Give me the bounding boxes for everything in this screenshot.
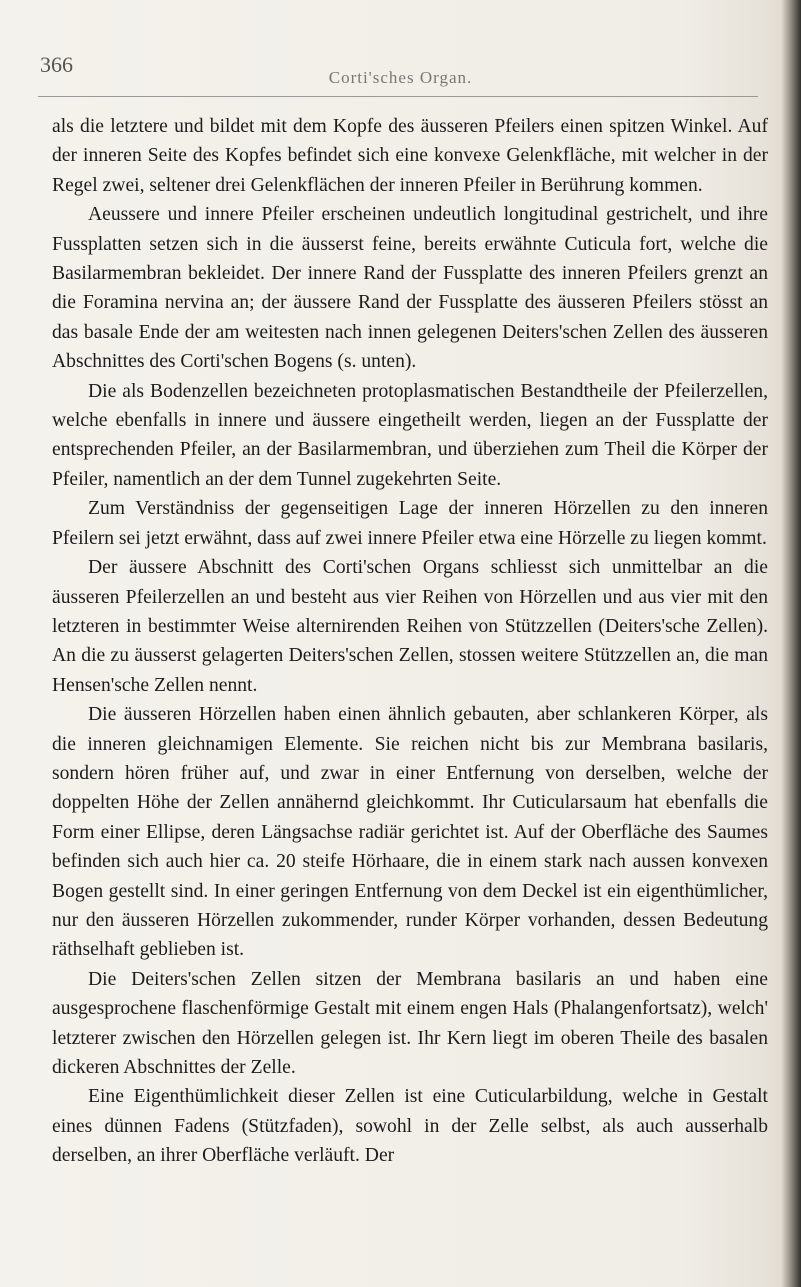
paragraph-7: Die Deiters'schen Zellen sitzen der Membrana basilaris an und haben eine ausgesprochene flaschenförmige Gestalt mit einem engen Hals (Phalangenfortsatz), welch' letzterer zwischen den Hörzellen gelegen ist. Ihr Kern liegt im oberen Theile des basalen dickeren Abschnittes der Zelle. — [52, 968, 768, 1078]
header-rule — [38, 96, 758, 97]
paragraph-5: Der äussere Abschnitt des Corti'schen Organs schliesst sich unmittelbar an die äusseren Pfeilerzellen an und besteht aus vier Reihen von Hörzellen und aus vier mit den letzteren in bestimmter Weise alternirenden Reihen von Stützzellen (Deiters'sche Zellen). An die zu äusserst gelagerten Deiters'schen Zellen, stossen weitere Stützzellen an, die man Hensen'sche Zellen nennt. — [52, 557, 768, 696]
paragraph-6: Die äusseren Hörzellen haben einen ähnlich gebauten, aber schlankeren Körper, als die inneren gleichnamigen Elemente. Sie reichen nicht bis zur Membrana basilaris, sondern hören früher auf, und zwar in einer Entfernung von derselben, welche der doppelten Höhe der Zellen annähernd gleichkommt. Ihr Cuticularsaum hat ebenfalls die Form einer Ellipse, deren Längsachse radiär gerichtet ist. Auf der Oberfläche des Saumes befinden sich auch hier ca. 20 steife Hörhaare, die in einem stark nach aussen konvexen Bogen gestellt sind. In einer geringen Entfernung von dem Deckel ist ein eigenthümlicher, nur den äusseren Hörzellen zukommender, runder Körper vorhanden, dessen Bedeutung räthselhaft geblieben ist. — [52, 704, 768, 961]
paragraph-8: Eine Eigenthümlichkeit dieser Zellen ist eine Cuticularbildung, welche in Gestalt eines dünnen Fadens (Stützfaden), sowohl in der Zelle selbst, als auch ausserhalb derselben, an ihrer Oberfläche verläuft. Der — [52, 1086, 768, 1167]
paragraph-4: Zum Verständniss der gegenseitigen Lage der inneren Hörzellen zu den inneren Pfeilern sei jetzt erwähnt, dass auf zwei innere Pfeiler etwa eine Hörzelle zu liegen kommt. — [52, 498, 768, 549]
paragraph-2: Aeussere und innere Pfeiler erscheinen undeutlich longitudinal gestrichelt, und ihre Fussplatten setzen sich in die äusserst feine, bereits erwähnte Cuticula fort, welche die Basilarmembran bekleidet. Der innere Rand der Fussplatte des inneren Pfeilers grenzt an die Foramina nervina an; der äussere Rand der Fussplatte des äusseren Pfeilers stösst an das basale Ende der am weitesten nach innen gelegenen Deiters'schen Zellen des äusseren Abschnittes des Corti'schen Bogens (s. unten). — [52, 204, 768, 373]
running-head: Corti'sches Organ. — [328, 68, 473, 87]
body-text — [52, 112, 768, 1171]
paragraph-3: Die als Bodenzellen bezeichneten protoplasmatischen Bestandtheile der Pfeilerzellen, welche ebenfalls in innere und äussere eingetheilt werden, liegen an der Fussplatte der entsprechenden Pfeiler, an der Basilarmembran, und überziehen zum Theil die Körper der Pfeiler, namentlich an der dem Tunnel zugekehrten Seite. — [52, 380, 768, 490]
paragraph-1: als die letztere und bildet mit dem Kopfe des äusseren Pfeilers einen spitzen Winkel. Auf der inneren Seite des Kopfes befindet sich eine konvexe Gelenkfläche, mit welcher in der Regel zwei, seltener drei Gelenkflächen der inneren Pfeiler in Berührung kommen. — [52, 116, 768, 196]
page-number: 366 — [40, 52, 73, 77]
page-edge-shadow — [781, 0, 801, 1287]
